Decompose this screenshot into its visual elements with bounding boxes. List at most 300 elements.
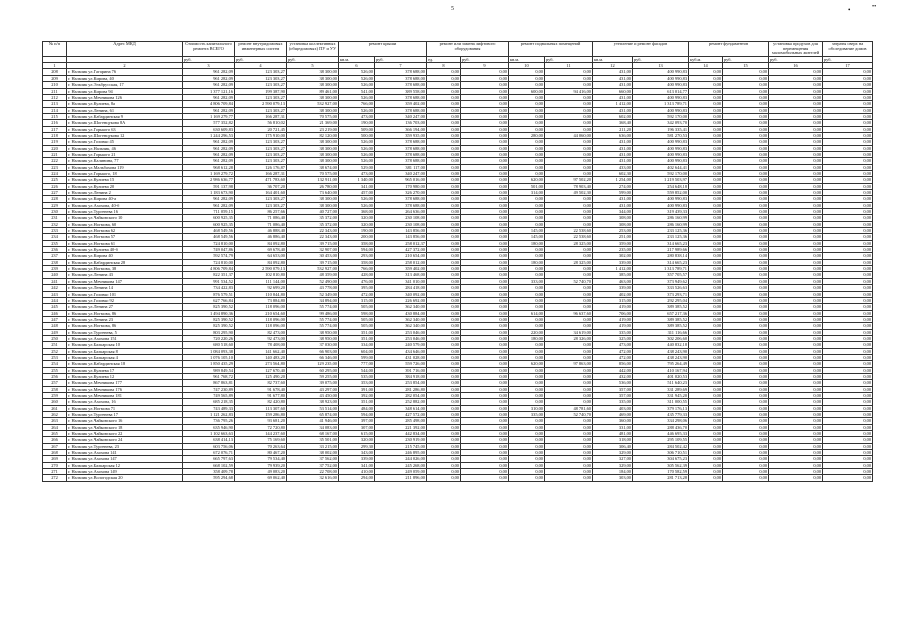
value-cell: 0,00: [509, 424, 545, 430]
value-cell: 38 300,00: [287, 202, 339, 208]
value-cell: 0,00: [509, 431, 545, 437]
value-cell: 615,00: [339, 431, 375, 437]
value-cell: 0,00: [689, 75, 723, 81]
value-cell: 0,00: [823, 450, 873, 456]
value-cell: 0,00: [509, 418, 545, 424]
value-cell: 319 439,33: [633, 209, 689, 215]
row-number-cell: 264: [43, 424, 67, 430]
value-cell: 0,00: [769, 113, 823, 119]
value-cell: 245 268,00: [375, 462, 427, 468]
header-facade: утепление и ремонт фасадов: [593, 42, 689, 57]
value-cell: 389 558,00: [375, 88, 427, 94]
column-number-cell: 7: [375, 63, 427, 69]
value-cell: 1 494 890,36: [183, 310, 235, 316]
column-number-cell: 14: [689, 63, 723, 69]
value-cell: 0,00: [509, 456, 545, 462]
value-cell: 0,00: [509, 221, 545, 227]
row-number-cell: 232: [43, 221, 67, 227]
value-cell: 0,00: [689, 348, 723, 354]
value-cell: 378 688,00: [375, 151, 427, 157]
value-cell: 0,00: [723, 177, 769, 183]
value-cell: 0,00: [723, 183, 769, 189]
value-cell: 0,00: [823, 202, 873, 208]
value-cell: 170 582,59: [633, 469, 689, 475]
value-cell: 0,00: [689, 240, 723, 246]
value-cell: 620,00: [509, 361, 545, 367]
address-cell: г. Нальчик ул.Ахохова 147: [67, 456, 183, 462]
value-cell: 822 351,37: [183, 272, 235, 278]
value-cell: 254 648,18: [633, 183, 689, 189]
row-number-cell: 252: [43, 348, 67, 354]
value-cell: 0,00: [689, 259, 723, 265]
value-cell: 0,00: [509, 316, 545, 322]
value-cell: 0,00: [427, 285, 461, 291]
value-cell: 0,00: [823, 94, 873, 100]
address-cell: г. Нальчик ул.Ногмова, 86: [67, 323, 183, 329]
address-cell: г. Нальчик ул.Шогенцукова 12: [67, 132, 183, 138]
value-cell: 501,00: [509, 183, 545, 189]
value-cell: 0,00: [769, 202, 823, 208]
value-cell: 389 385,52: [633, 323, 689, 329]
value-cell: 0,00: [509, 373, 545, 379]
value-cell: 0,00: [427, 151, 461, 157]
address-cell: г. Нальчик ул.Кирова 40-а: [67, 196, 183, 202]
value-cell: 0,00: [509, 367, 545, 373]
value-cell: 0,00: [823, 380, 873, 386]
address-cell: г. Нальчик ул.Гагарина 76: [67, 69, 183, 75]
value-cell: 0,00: [723, 202, 769, 208]
value-cell: 0,00: [509, 82, 545, 88]
value-cell: 0,00: [545, 139, 593, 145]
address-cell: г. Нальчик ул.Ногмова, 86: [67, 310, 183, 316]
value-cell: 0,00: [427, 75, 461, 81]
value-cell: 378 688,00: [375, 196, 427, 202]
value-cell: 0,00: [689, 170, 723, 176]
value-cell: 368,40: [593, 120, 633, 126]
value-cell: 433,00: [593, 164, 633, 170]
header-num: № п/п: [43, 42, 67, 57]
value-cell: 1 412,00: [593, 266, 633, 272]
value-cell: 22 538,60: [545, 228, 593, 234]
value-cell: 123 303,27: [235, 151, 287, 157]
column-number-cell: 9: [461, 63, 509, 69]
value-cell: 0,00: [545, 443, 593, 449]
header-engineering-systems: ремонт внутридомовых инженерных систем: [235, 42, 287, 57]
value-cell: 340 092,00: [375, 291, 427, 297]
value-cell: 743 489,33: [183, 405, 235, 411]
value-cell: 0,00: [689, 126, 723, 132]
row-number-cell: 265: [43, 431, 67, 437]
value-cell: 341,00: [339, 462, 375, 468]
value-cell: 0,00: [545, 107, 593, 113]
row-number-cell: 230: [43, 209, 67, 215]
value-cell: 0,00: [461, 234, 509, 240]
value-cell: 0,00: [689, 456, 723, 462]
address-cell: г. Нальчик ул.Чайковского 18: [67, 424, 183, 430]
value-cell: 0,00: [427, 373, 461, 379]
value-cell: 0,00: [461, 475, 509, 481]
value-cell: 0,00: [427, 354, 461, 360]
value-cell: 0,00: [689, 278, 723, 284]
row-number-cell: 258: [43, 386, 67, 392]
value-cell: 0,00: [545, 75, 593, 81]
address-cell: г. Нальчик ул.Вологодская 20: [67, 475, 183, 481]
value-cell: 0,00: [823, 69, 873, 75]
value-cell: 0,00: [509, 285, 545, 291]
value-cell: 0,00: [461, 386, 509, 392]
value-cell: 43 450,00: [287, 393, 339, 399]
value-cell: 0,00: [427, 380, 461, 386]
address-cell: г. Нальчик ул.Горького 21: [67, 151, 183, 157]
value-cell: 341 010,00: [375, 278, 427, 284]
row-number-cell: 212: [43, 94, 67, 100]
value-cell: 0,00: [823, 291, 873, 297]
value-cell: 434 646,00: [375, 348, 427, 354]
value-cell: 0,00: [427, 291, 461, 297]
row-number-cell: 233: [43, 228, 67, 234]
value-cell: 327,00: [593, 456, 633, 462]
value-cell: 0,00: [509, 380, 545, 386]
value-cell: 52 490,00: [287, 278, 339, 284]
value-cell: 0,00: [769, 285, 823, 291]
value-cell: 431,00: [593, 75, 633, 81]
value-cell: 604,00: [339, 348, 375, 354]
row-number-cell: 246: [43, 310, 67, 316]
value-cell: 446 695,33: [633, 431, 689, 437]
value-cell: 0,00: [769, 253, 823, 259]
value-cell: 0,00: [823, 228, 873, 234]
value-cell: 286 160,99: [633, 215, 689, 221]
value-cell: 0,00: [769, 418, 823, 424]
value-cell: 0,00: [427, 107, 461, 113]
value-cell: 0,00: [689, 431, 723, 437]
value-cell: 0,00: [427, 475, 461, 481]
value-cell: 0,00: [689, 475, 723, 481]
value-cell: 0,00: [545, 215, 593, 221]
value-cell: 431,00: [593, 145, 633, 151]
address-cell: г. Нальчик ул.Ленина 43: [67, 272, 183, 278]
address-cell: г. Нальчик ул.Ленина 23: [67, 316, 183, 322]
value-cell: 0,00: [689, 215, 723, 221]
value-cell: 400 990,83: [633, 107, 689, 113]
value-cell: 43 297,00: [287, 386, 339, 392]
value-cell: 333,00: [509, 278, 545, 284]
value-cell: 73 884,80: [235, 297, 287, 303]
value-cell: 37 562,00: [287, 456, 339, 462]
value-cell: 351,00: [339, 335, 375, 341]
value-cell: 0,00: [689, 418, 723, 424]
value-cell: 0,00: [823, 418, 873, 424]
value-cell: 0,00: [769, 386, 823, 392]
value-cell: 0,00: [427, 228, 461, 234]
value-cell: 532 927,00: [287, 266, 339, 272]
value-cell: 0,00: [823, 145, 873, 151]
row-number-cell: 229: [43, 202, 67, 208]
value-cell: 0,00: [545, 342, 593, 348]
value-cell: 0,00: [723, 82, 769, 88]
value-cell: 0,00: [427, 361, 461, 367]
value-cell: 0,00: [769, 297, 823, 303]
value-cell: 200,00: [339, 234, 375, 240]
value-cell: 559 852,00: [633, 190, 689, 196]
value-cell: 0,00: [823, 462, 873, 468]
value-cell: 0,00: [723, 240, 769, 246]
value-cell: 599,00: [339, 354, 375, 360]
value-cell: 351,00: [339, 329, 375, 335]
value-cell: 0,00: [461, 221, 509, 227]
value-cell: 190,00: [339, 120, 375, 126]
value-cell: 0,00: [545, 253, 593, 259]
value-cell: 362 340,00: [375, 304, 427, 310]
value-cell: 0,00: [461, 291, 509, 297]
value-cell: 0,00: [427, 113, 461, 119]
value-cell: 0,00: [723, 361, 769, 367]
value-cell: 0,00: [769, 475, 823, 481]
value-cell: 0,00: [509, 304, 545, 310]
value-cell: 49 502,30: [545, 190, 593, 196]
value-cell: 70 263,64: [235, 443, 287, 449]
row-number-cell: 216: [43, 120, 67, 126]
address-cell: г. Нальчик ул.Головко 101: [67, 291, 183, 297]
value-cell: 331 289,69: [633, 386, 689, 392]
value-cell: 0,00: [769, 170, 823, 176]
row-number-cell: 267: [43, 443, 67, 449]
address-cell: г. Нальчик ул.Мальбахова 119: [67, 164, 183, 170]
address-cell: г. Нальчик ул.Ахохова, 40-б: [67, 202, 183, 208]
value-cell: 0,00: [427, 94, 461, 100]
value-cell: 0,00: [769, 310, 823, 316]
value-cell: 0,00: [723, 209, 769, 215]
value-cell: 0,00: [689, 285, 723, 291]
value-cell: 0,00: [723, 412, 769, 418]
value-cell: 281 286,80: [375, 386, 427, 392]
row-number-cell: 219: [43, 139, 67, 145]
value-cell: 55 774,00: [287, 323, 339, 329]
value-cell: 0,00: [545, 291, 593, 297]
value-cell: 373 293,71: [633, 291, 689, 297]
value-cell: 500,00: [339, 132, 375, 138]
value-cell: 0,00: [723, 329, 769, 335]
value-cell: 0,00: [823, 234, 873, 240]
value-cell: 0,00: [461, 164, 509, 170]
value-cell: 402,00: [593, 291, 633, 297]
value-cell: 0,00: [427, 221, 461, 227]
value-cell: 0,00: [723, 399, 769, 405]
value-cell: 288 436,70: [633, 424, 689, 430]
row-number-cell: 255: [43, 367, 67, 373]
value-cell: 385,00: [593, 272, 633, 278]
value-cell: 509,00: [339, 126, 375, 132]
unit-cell: кв.м.: [339, 56, 375, 62]
value-cell: 0,00: [769, 158, 823, 164]
value-cell: 0,00: [427, 342, 461, 348]
value-cell: 341,00: [339, 183, 375, 189]
value-cell: 1 169 279,72: [183, 170, 235, 176]
value-cell: 0,00: [823, 278, 873, 284]
value-cell: 0,00: [461, 202, 509, 208]
column-number-cell: 3: [183, 63, 235, 69]
value-cell: 0,00: [545, 431, 593, 437]
value-cell: 123 303,27: [235, 202, 287, 208]
value-cell: 280 838,14: [633, 253, 689, 259]
value-cell: 318,00: [593, 437, 633, 443]
address-cell: г. Нальчик ул.Ахохова 151: [67, 335, 183, 341]
value-cell: 0,00: [823, 88, 873, 94]
value-cell: 166 287,31: [235, 170, 287, 176]
value-cell: 0,00: [769, 431, 823, 437]
address-cell: г. Нальчик ул.Головко 45: [67, 139, 183, 145]
header-foundation: ремонт фундаментов: [689, 42, 769, 57]
row-number-cell: 239: [43, 266, 67, 272]
value-cell: 0,00: [823, 285, 873, 291]
value-cell: 258 012,00: [375, 259, 427, 265]
value-cell: 0,00: [509, 297, 545, 303]
column-number-cell: 13: [633, 63, 689, 69]
value-cell: 215 745,00: [375, 443, 427, 449]
value-cell: 0,00: [427, 101, 461, 107]
value-cell: 22 343,00: [287, 228, 339, 234]
value-cell: 0,00: [545, 373, 593, 379]
value-cell: 313 468,00: [375, 272, 427, 278]
row-number-cell: 253: [43, 354, 67, 360]
value-cell: 602,30: [593, 170, 633, 176]
value-cell: 48 359,00: [287, 272, 339, 278]
value-cell: 0,00: [689, 462, 723, 468]
value-cell: 0,00: [723, 431, 769, 437]
value-cell: 0,00: [823, 209, 873, 215]
value-cell: 803 295,90: [183, 329, 235, 335]
row-number-cell: 271: [43, 469, 67, 475]
value-cell: 0,00: [427, 329, 461, 335]
value-cell: 334 298,06: [633, 418, 689, 424]
value-cell: 463,00: [593, 278, 633, 284]
value-cell: 0,00: [461, 431, 509, 437]
value-cell: 961 282,09: [183, 94, 235, 100]
value-cell: 0,00: [689, 405, 723, 411]
value-cell: 0,00: [545, 151, 593, 157]
value-cell: 285 498,00: [375, 418, 427, 424]
value-cell: 0,00: [723, 151, 769, 157]
value-cell: 532 927,00: [287, 101, 339, 107]
row-number-cell: 260: [43, 399, 67, 405]
unit-cell: ед.: [427, 56, 461, 62]
value-cell: 0,00: [461, 380, 509, 386]
value-cell: 123 303,27: [235, 75, 287, 81]
value-cell: 1 313 789,71: [633, 101, 689, 107]
value-cell: 36 707,20: [235, 183, 287, 189]
value-cell: 274,00: [593, 183, 633, 189]
value-cell: 0,00: [509, 126, 545, 132]
value-cell: 0,00: [461, 94, 509, 100]
value-cell: 0,00: [689, 323, 723, 329]
value-cell: 0,00: [823, 158, 873, 164]
value-cell: 311 000,55: [633, 399, 689, 405]
value-cell: 431,00: [593, 94, 633, 100]
value-cell: 430 884,00: [375, 310, 427, 316]
value-cell: 39 715,00: [287, 259, 339, 265]
value-cell: 0,00: [545, 272, 593, 278]
value-cell: 0,00: [689, 297, 723, 303]
value-cell: 0,00: [769, 94, 823, 100]
value-cell: 28 325,00: [545, 259, 593, 265]
value-cell: 0,00: [427, 335, 461, 341]
value-cell: 0,00: [823, 329, 873, 335]
value-cell: 52 740,70: [545, 278, 593, 284]
address-cell: г. Нальчик ул.Мечникова 147: [67, 278, 183, 284]
value-cell: 961 282,09: [183, 82, 235, 88]
value-cell: 0,00: [769, 393, 823, 399]
value-cell: 536,00: [593, 380, 633, 386]
unit-cell: кв.м.: [593, 56, 633, 62]
address-cell: г. Нальчик ул.Ахохова, 16: [67, 399, 183, 405]
value-cell: 0,00: [509, 475, 545, 481]
value-cell: 777,00: [339, 361, 375, 367]
value-cell: 230 108,00: [375, 221, 427, 227]
value-cell: 391,00: [339, 386, 375, 392]
value-cell: 28 326,00: [545, 335, 593, 341]
value-cell: 0,00: [769, 405, 823, 411]
address-cell: г. Нальчик ул.Тургенева 17: [67, 412, 183, 418]
value-cell: 0,00: [427, 424, 461, 430]
value-cell: 0,00: [689, 412, 723, 418]
value-cell: 252 882,00: [375, 399, 427, 405]
value-cell: 0,00: [769, 266, 823, 272]
value-cell: 0,00: [689, 151, 723, 157]
value-cell: 724 810,00: [183, 259, 235, 265]
value-cell: 0,00: [461, 196, 509, 202]
value-cell: 0,00: [545, 367, 593, 373]
value-cell: 64 653,00: [235, 253, 287, 259]
value-cell: 26 780,00: [287, 183, 339, 189]
value-cell: 476,00: [339, 278, 375, 284]
value-cell: 0,00: [427, 297, 461, 303]
value-cell: 329,00: [593, 450, 633, 456]
value-cell: 0,00: [545, 266, 593, 272]
value-cell: 0,00: [689, 164, 723, 170]
address-cell: г. Нальчик ул.Чайковского 24: [67, 437, 183, 443]
value-cell: 0,00: [723, 164, 769, 170]
value-cell: 0,00: [461, 367, 509, 373]
value-cell: 358,00: [339, 259, 375, 265]
value-cell: 0,00: [769, 107, 823, 113]
value-cell: 0,00: [545, 113, 593, 119]
value-cell: 38 950,00: [287, 335, 339, 341]
value-cell: 0,00: [723, 190, 769, 196]
value-cell: 180,00: [509, 335, 545, 341]
value-cell: 0,00: [427, 412, 461, 418]
value-cell: 253 046,00: [375, 329, 427, 335]
value-cell: 0,00: [461, 329, 509, 335]
value-cell: 37 030,00: [287, 342, 339, 348]
row-number-cell: 231: [43, 215, 67, 221]
header-basement: ремонт подвальных помещений: [509, 42, 593, 57]
unit-cell: руб.: [723, 56, 769, 62]
value-cell: 0,00: [461, 278, 509, 284]
value-cell: 0,00: [427, 177, 461, 183]
value-cell: 0,00: [461, 82, 509, 88]
column-number-cell: 2: [67, 63, 183, 69]
value-cell: 0,00: [823, 297, 873, 303]
value-cell: 0,00: [723, 113, 769, 119]
value-cell: 0,00: [689, 393, 723, 399]
value-cell: 233 125,36: [633, 234, 689, 240]
value-cell: 0,00: [509, 266, 545, 272]
value-cell: 0,00: [461, 247, 509, 253]
corner-mark: •: [848, 6, 851, 14]
value-cell: 736 795,26: [183, 418, 235, 424]
value-cell: 0,00: [689, 399, 723, 405]
value-cell: 190,00: [339, 228, 375, 234]
